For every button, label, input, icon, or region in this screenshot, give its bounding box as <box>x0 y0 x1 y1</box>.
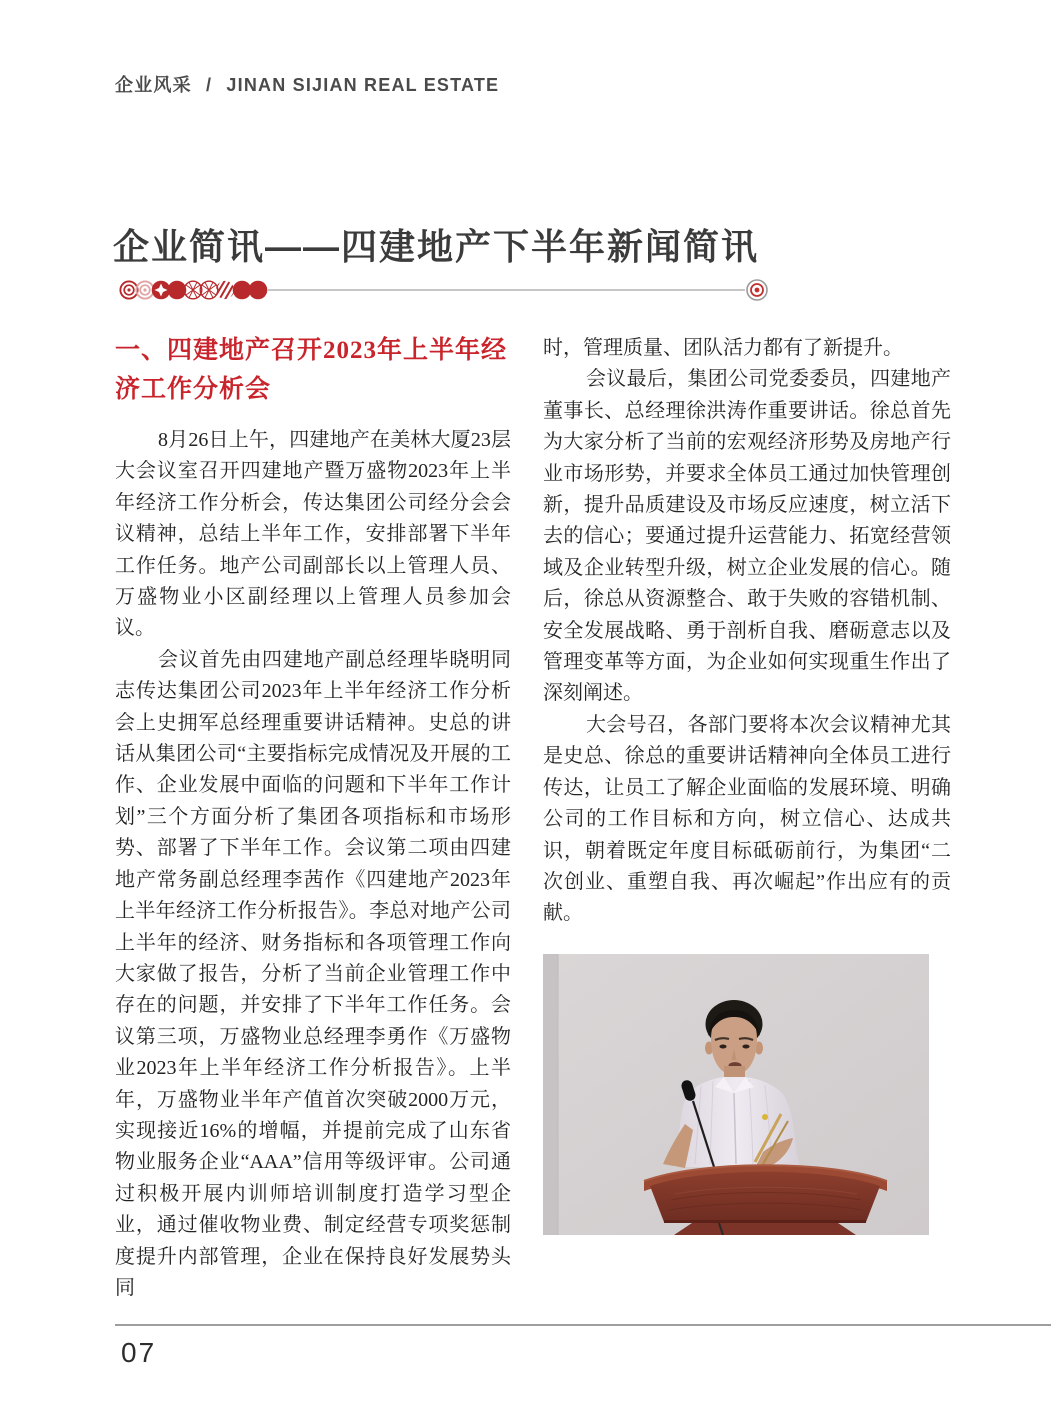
kicker-section-zh: 企业风采 <box>115 75 192 95</box>
kicker-separator: / <box>206 75 213 95</box>
solid-circle-icon <box>233 281 252 300</box>
page-number: 07 <box>121 1337 157 1368</box>
page-title: 企业简讯——四建地产下半年新闻简讯 <box>113 226 760 267</box>
lapel-pin <box>762 1114 768 1120</box>
section-heading: 一、四建地产召开2023年上半年经济工作分析会 <box>115 337 508 403</box>
target-circle-icon <box>747 280 767 300</box>
star-circle-icon <box>152 281 171 300</box>
paragraph: 会议首先由四建地产副总经理毕晓明同志传达集团公司2023年上半年经济工作分析会上史拥军总经理重要讲话精神。史总的讲话从集团公司“主要指标完成情况及开展的工作、企业发展中面临的问题和下半年工作计划”三个方面分析了集团各项指标和市场形势、部署了下半年工作。会议第二项由四建地产常务副总经理李茜作《四建地产2023年上半年经济工作分析报告》。李总对地产公司上半年的经济、财务指标和各项管理工作向大家做了报告，分析了当前企业管理工作中存在的问题，并安排了下半年工作任务。会议第三项，万盛物业总经理李勇作《万盛物业2023年上半年经济工作分析报告》。上半年，万盛物业半年产值首次突破2000万元，实现接近16%的增幅，并提前完成了山东省物业服务企业“AAA”信用等级评审。公司通过积极开展内训师培训制度打造学习型企业，通过催收物业费、制定经营专项奖惩制度提升内部管理，企业在保持良好发展势头同 <box>115 648 511 1299</box>
speech-photo <box>543 954 929 1235</box>
light-ring-circle-icon <box>136 281 153 298</box>
paragraph: 会议最后，集团公司党委委员，四建地产董事长、总经理徐洪涛作重要讲话。徐总首先为大家分析了当前的宏观经济形势及房地产行业市场形势，并要求全体员工通过加快管理创新，提升品质建设及市场反应速度，树立活下去的信心；要通过提升运营能力、拓宽经营领域及企业转型升级，树立企业发展的信心。随后，徐总从资源整合、敢于失败的容错机制、安全发展战略、勇于剖析自我、磨砺意志以及管理变革等方面，为企业如何实现重生作出了深刻阐述。 <box>543 368 951 705</box>
right-column <box>543 333 951 930</box>
lattice-circle-icon <box>200 281 218 299</box>
kicker <box>115 71 499 97</box>
decorative-dots-rule <box>115 277 775 303</box>
paragraph: 8月26日上午，四建地产在美林大厦23层大会议室召开四建地产暨万盛物2023年上半年经济工作分析会，传达集团公司经分会会议精神，总结上半年工作，安排部署下半年工作任务。地产公司副部长以上管理人员、万盛物业小区副经理以上管理人员参加会议。 <box>115 429 511 640</box>
footer-rule <box>115 1324 1051 1326</box>
paragraph: 大会号召，各部门要将本次会议精神尤其是史总、徐总的重要讲话精神向全体员工进行传达，让员工了解企业面临的发展环境、明确公司的工作目标和方向，树立信心、达成共识，朝着既定年度目标砥砺前行，为集团“二次创业、重塑自我、再次崛起”作出应有的贡献。 <box>543 713 951 925</box>
lattice-circle-icon <box>184 281 202 299</box>
solid-circle-icon <box>249 281 268 300</box>
left-column <box>115 425 511 1304</box>
paragraph-continuation: 时，管理质量、团队活力都有了新提升。 <box>543 337 903 359</box>
kicker-section-en: JINAN SIJIAN REAL ESTATE <box>226 75 500 95</box>
ring-circle-icon <box>120 281 137 298</box>
